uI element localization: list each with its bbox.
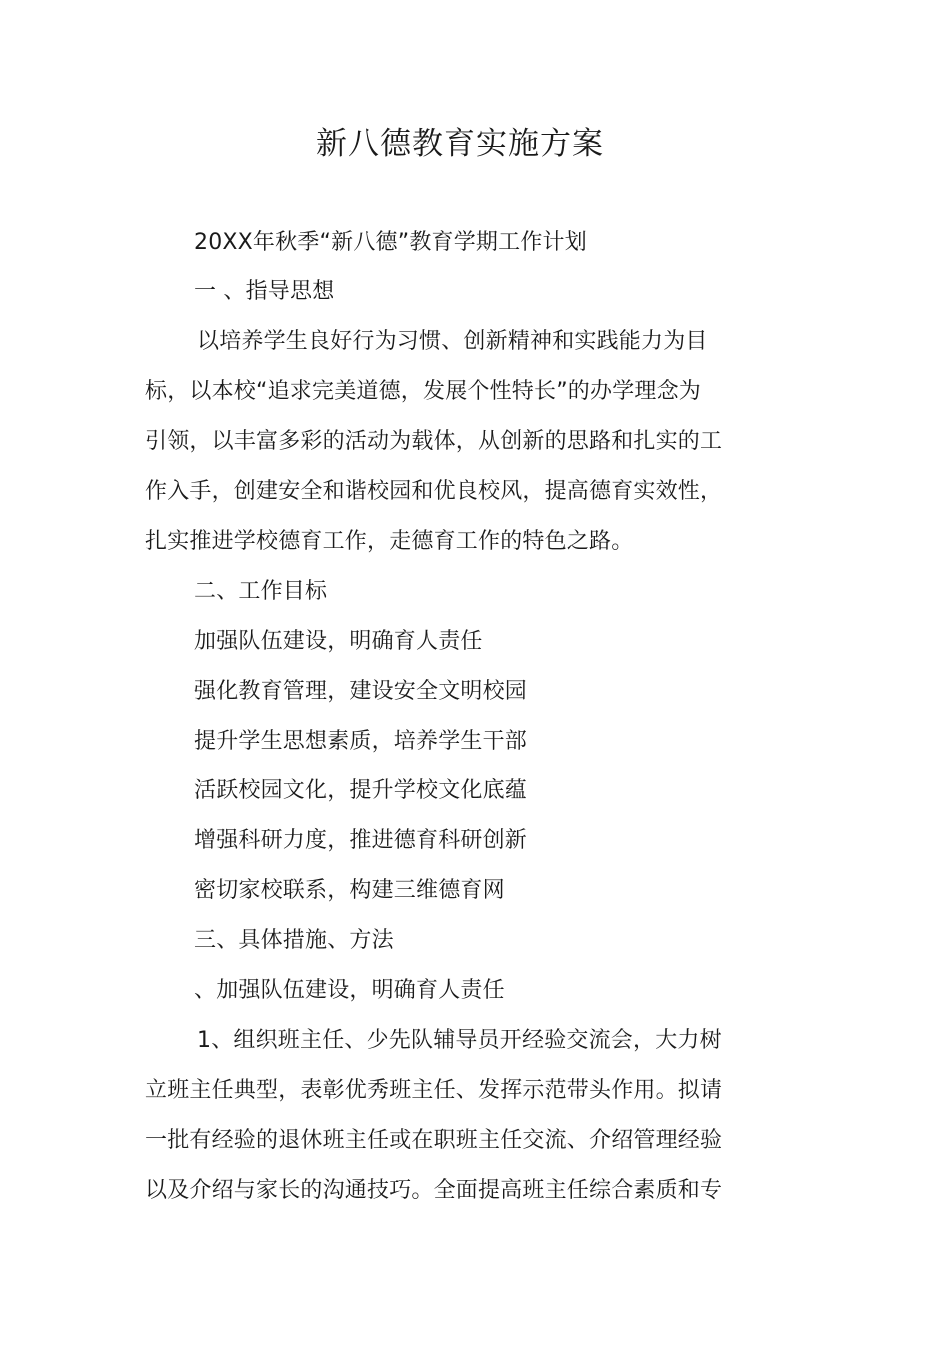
goal-item: 提升学生思想素质，培养学生干部 — [194, 729, 528, 754]
paragraph-line: 以培养学生良好行为习惯、创新精神和实践能力为目 — [197, 329, 708, 354]
goal-item: 增强科研力度，推进德育科研创新 — [194, 828, 528, 853]
section-heading-goals: 二、工作目标 — [194, 579, 328, 604]
paragraph-line: 一批有经验的退休班主任或在职班主任交流、介绍管理经验 — [145, 1128, 723, 1153]
section-heading-measures: 三、具体措施、方法 — [194, 928, 394, 953]
goal-item: 加强队伍建设，明确育人责任 — [194, 629, 483, 654]
section-heading-guiding-idea: 一 、指导思想 — [194, 279, 335, 304]
paragraph-line: 1、组织班主任、少先队辅导员开经验交流会，大力树 — [197, 1028, 722, 1053]
paragraph-line: 立班主任典型，表彰优秀班主任、发挥示范带头作用。拟请 — [145, 1078, 723, 1103]
paragraph-line: 标，以本校“追求完美道德，发展个性特长”的办学理念为 — [145, 379, 701, 404]
goal-item: 活跃校园文化，提升学校文化底蕴 — [194, 778, 528, 803]
plan-heading: 20XX年秋季“新八德”教育学期工作计划 — [194, 230, 587, 255]
paragraph-line: 作入手，创建安全和谐校园和优良校风，提高德育实效性， — [145, 479, 723, 504]
paragraph-line: 扎实推进学校德育工作，走德育工作的特色之路。 — [145, 529, 634, 554]
paragraph-line: 引领，以丰富多彩的活动为载体，从创新的思路和扎实的工 — [145, 429, 723, 454]
goal-item: 密切家校联系，构建三维德育网 — [194, 878, 505, 903]
subsection-heading: 、加强队伍建设，明确育人责任 — [194, 978, 505, 1003]
document-title: 新八德教育实施方案 — [316, 126, 604, 162]
goal-item: 强化教育管理，建设安全文明校园 — [194, 679, 528, 704]
paragraph-line: 以及介绍与家长的沟通技巧。全面提高班主任综合素质和专 — [145, 1178, 723, 1203]
